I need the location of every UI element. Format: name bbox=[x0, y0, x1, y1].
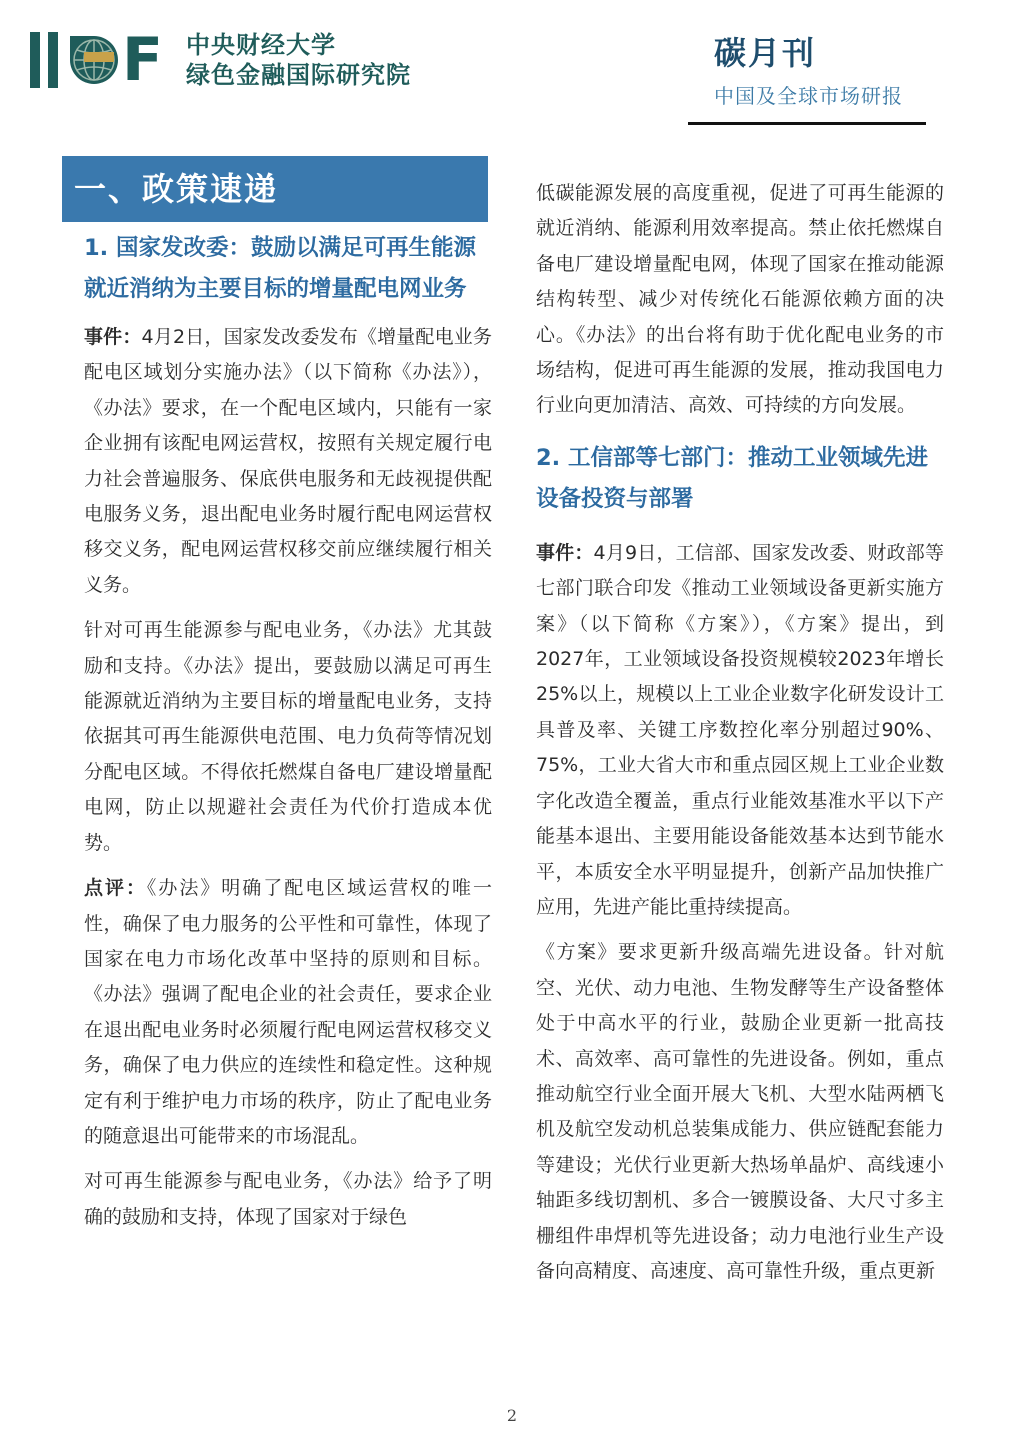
institute-name-line1: 中央财经大学 bbox=[186, 31, 336, 59]
page-number: 2 bbox=[506, 1406, 518, 1425]
institute-name-line2: 绿色金融国际研究院 bbox=[186, 61, 411, 89]
article1-paragraph-4: 对可再生能源参与配电业务，《办法》给予了明确的鼓励和支持，体现了国家对于绿色 bbox=[84, 1170, 492, 1228]
logo-bar-2 bbox=[48, 32, 58, 88]
article2-event bbox=[536, 536, 944, 925]
comment-label: 点评： bbox=[84, 877, 147, 900]
institute-name bbox=[186, 30, 411, 90]
publication-subtitle: 中国及全球市场研报 bbox=[714, 84, 903, 108]
event-label: 事件： bbox=[84, 326, 142, 348]
right-column bbox=[536, 176, 944, 1289]
event-text: 4月2日，国家发改委发布《增量配电业务配电区域划分实施办法》（以下简称《办法》），《办法》要求，在一个配电区域内，只能有一家企业拥有该配电网运营权，按照有关规定履行电力社会普遍服务、保底供电服务和无歧视提供配电服务义务，退出配电业务时履行配电网运营权移交义务，配电网运营权移交前应继续履行相关义务。 bbox=[84, 326, 492, 596]
event-label: 事件： bbox=[536, 541, 594, 564]
article2-heading: 2. 工信部等七部门：推动工业领域先进设备投资与部署 bbox=[536, 444, 929, 512]
logo-mark bbox=[30, 25, 163, 95]
institute-logo bbox=[30, 25, 163, 95]
article1-paragraph: 针对可再生能源参与配电业务，《办法》尤其鼓励和支持。《办法》提出，要鼓励以满足可再生能源就近消纳为主要目标的增量配电业务，支持依据其可再生能源供电范围、电力负荷等情况划分配电区域。不得依托燃煤自备电厂建设增量配电网，防止以规避社会责任为代价打造成本优势。 bbox=[84, 619, 492, 854]
globe-icon bbox=[70, 32, 118, 88]
publication-title: 碳月刊 bbox=[714, 34, 817, 72]
logo-letter-f: F bbox=[122, 25, 163, 95]
event-text: 4月9日，工信部、国家发改委、财政部等七部门联合印发《推动工业领域设备更新实施方案》（以下简称《方案》），《方案》提出，到2027年，工业领域设备投资规模较2023年增长25%以上，规模以上工业企业数字化研发设计工具普及率、关键工序数控化率分别超过90%、75%，工业大省大市和重点园区规上工业企业数字化改造全覆盖，重点行业能效基准水平以下产能基本退出、主要用能设备能效基本达到节能水平，本质安全水平明显提升，创新产品加快推广应用，先进产能比重持续提高。 bbox=[536, 541, 944, 918]
comment-text: 《办法》明确了配电区域运营权的唯一性，确保了电力服务的公平性和可靠性，体现了国家在电力市场化改革中坚持的原则和目标。《办法》强调了配电企业的社会责任，要求企业在退出配电业务时必须履行配电网运营权移交义务，确保了电力供应的连续性和稳定性。这种规定有利于维护电力市场的秩序，防止了配电业务的随意退出可能带来的市场混乱。 bbox=[84, 877, 492, 1147]
left-column bbox=[84, 228, 492, 1235]
article1-paragraph-4-continued: 低碳能源发展的高度重视，促进了可再生能源的就近消纳、能源利用效率提高。禁止依托燃煤自备电厂建设增量配电网，体现了国家在推动能源结构转型、减少对传统化石能源依赖方面的决心。《办法》的出台将有助于优化配电业务的市场结构，促进可再生能源的发展，推动我国电力行业向更加清洁、高效、可持续的方向发展。 bbox=[536, 182, 944, 417]
article1-comment bbox=[84, 871, 492, 1154]
article1-heading: 1. 国家发改委：鼓励以满足可再生能源就近消纳为主要目标的增量配电网业务 bbox=[84, 235, 477, 302]
article2-paragraph: 《方案》要求更新升级高端先进设备。针对航空、光伏、动力电池、生物发酵等生产设备整体处于中高水平的行业，鼓励企业更新一批高技术、高效率、高可靠性的先进设备。例如，重点推动航空行业全面开展大飞机、大型水陆两栖飞机及航空发动机总装集成能力、供应链配套能力等建设；光伏行业更新大热场单晶炉、高线速小轴距多线切割机、多合一镀膜设备、大尺寸多主栅组件串焊机等先进设备；动力电池行业生产设备向高精度、高速度、高可靠性升级，重点更新 bbox=[536, 941, 944, 1282]
section-banner: 一、政策速递 bbox=[62, 156, 488, 222]
article1-event bbox=[84, 320, 492, 603]
logo-bar-1 bbox=[30, 32, 40, 88]
header-rule bbox=[688, 122, 926, 125]
